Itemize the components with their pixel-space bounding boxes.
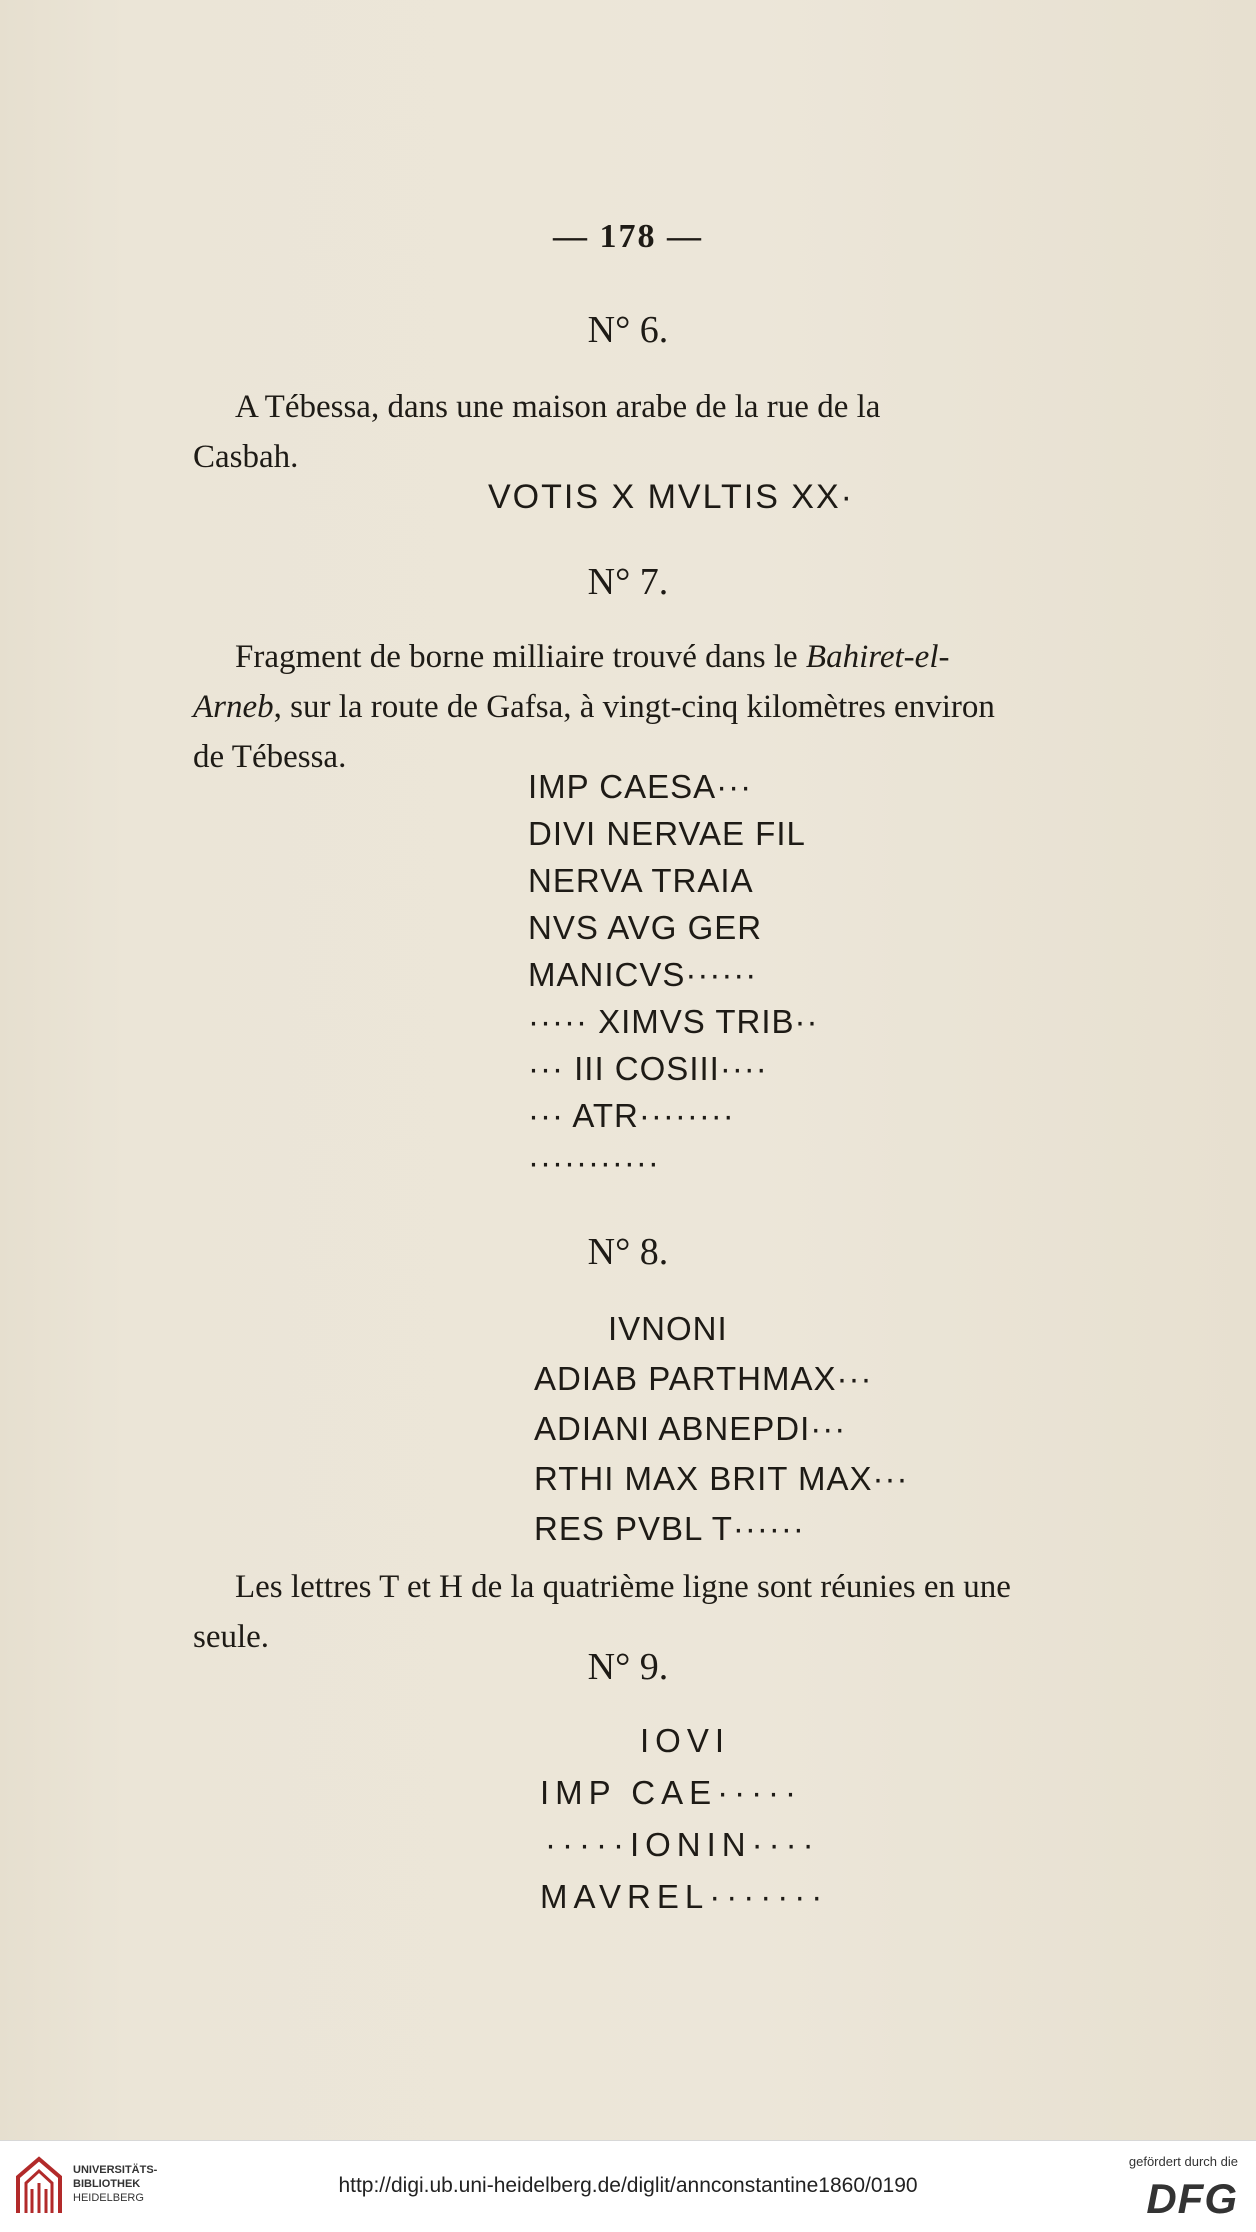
dfg-logo: DFG — [1146, 2175, 1238, 2222]
inscription-line: IOVI — [640, 1722, 731, 1759]
section-6-paragraph — [193, 382, 1168, 482]
inscription-line: ·····IONIN···· — [545, 1826, 820, 1863]
inscription-line: ··· III COSIII···· — [528, 1050, 768, 1087]
inscription-line: NVS AVG GER — [528, 909, 763, 946]
paragraph-line: Les lettres T et H de la quatrième ligne sont réunies en une — [235, 1569, 1011, 1605]
inscription-line: ····· XIMVS TRIB·· — [528, 1003, 819, 1040]
section-number-7: N° 7. — [587, 561, 669, 603]
funding-caption: gefördert durch die — [1128, 2154, 1238, 2169]
paragraph-line: A Tébessa, dans une maison arabe de la rue de la — [235, 389, 881, 425]
inscription-line: MANICVS······ — [528, 956, 758, 993]
inscription-line: ··········· — [528, 1144, 660, 1181]
inscription-line: NERVA TRAIA — [528, 862, 754, 899]
inscription-line: IMP CAESA··· — [528, 768, 753, 805]
page-number-header: — 178 — — [553, 218, 703, 255]
paragraph-line: seule. — [193, 1619, 270, 1655]
inscription-line: ··· ATR········ — [528, 1097, 735, 1134]
inscription-line: RTHI MAX BRIT MAX··· — [534, 1460, 909, 1497]
paragraph-line: Casbah. — [193, 439, 299, 475]
section-number-9: N° 9. — [587, 1646, 669, 1688]
inscription-line: DIVI NERVAE FIL — [528, 815, 806, 852]
inscription-line: MAVREL······· — [540, 1878, 829, 1915]
library-name-line: HEIDELBERG — [73, 2192, 144, 2204]
inscription-line: RES PVBL T······ — [534, 1510, 805, 1547]
library-name-line: UNIVERSITÄTS- — [73, 2164, 158, 2176]
paragraph-italic: Arneb — [193, 689, 274, 725]
paragraph-italic: Bahiret-el- — [805, 639, 950, 675]
section-number-6: N° 6. — [587, 309, 669, 351]
inscription-line: ADIANI ABNEPDI··· — [534, 1410, 847, 1447]
permalink-url[interactable]: http://digi.ub.uni-heidelberg.de/diglit/annconstantine1860/0190 — [338, 2174, 918, 2197]
paragraph-line: de Tébessa. — [193, 739, 347, 775]
section-7-paragraph — [193, 632, 1168, 782]
inscription-line: VOTIS X MVLTIS XX· — [488, 478, 854, 516]
inscription-line: IMP CAE····· — [540, 1774, 803, 1811]
section-number-8: N° 8. — [587, 1231, 669, 1273]
paragraph-text: , sur la route de Gafsa, à vingt-cinq kilomètres environ — [273, 689, 995, 725]
inscription-line: ADIAB PARTHMAX··· — [534, 1360, 873, 1397]
library-name-line: BIBLIOTHEK — [73, 2178, 141, 2190]
paragraph-text: Fragment de borne milliaire trouvé dans le — [235, 639, 806, 675]
footer-bar — [0, 2140, 1256, 2232]
inscription-line: IVNONI — [608, 1310, 728, 1347]
